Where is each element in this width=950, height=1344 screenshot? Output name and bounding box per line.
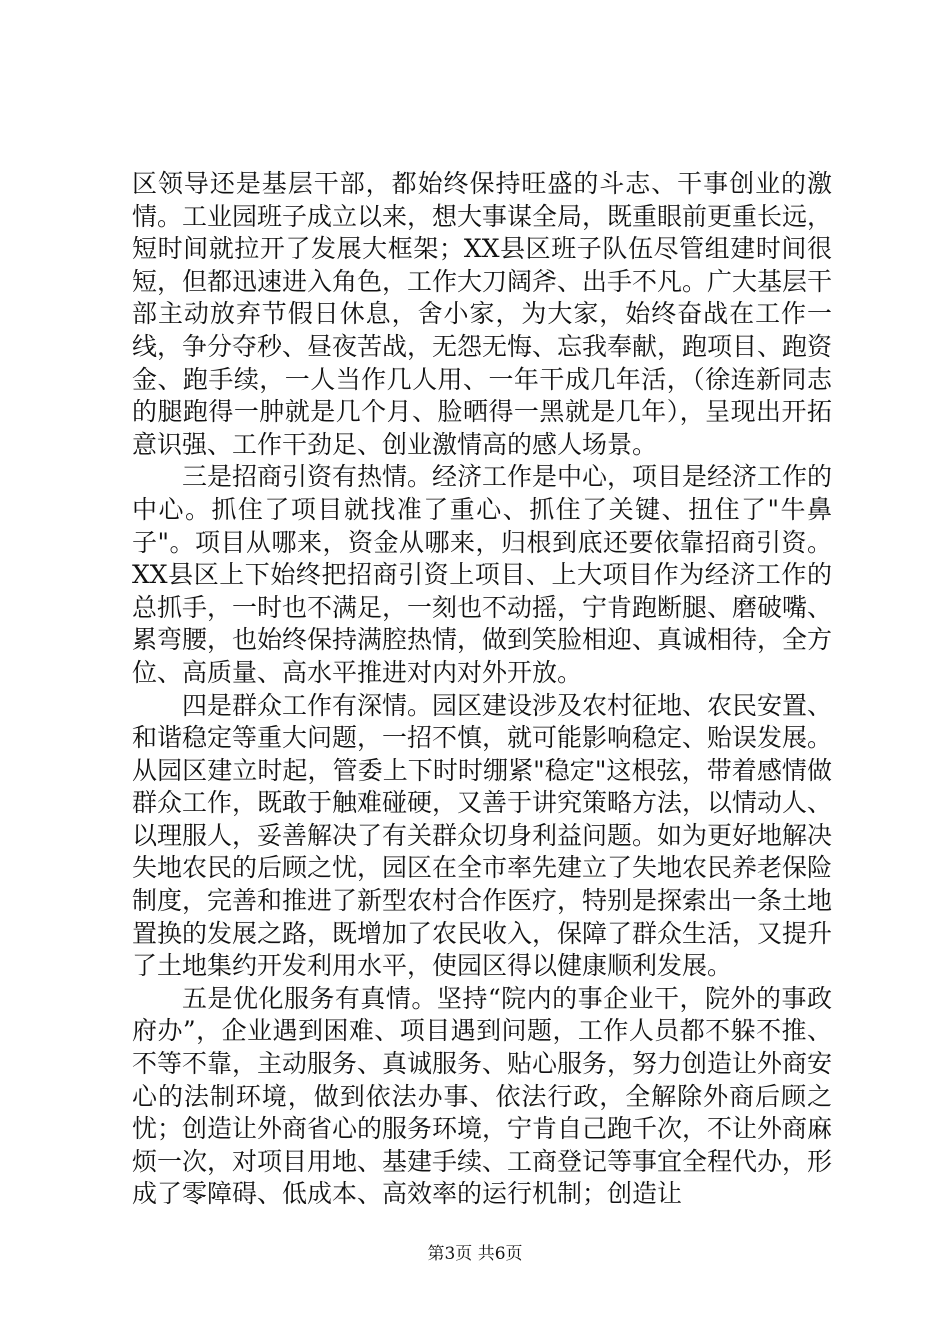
- paragraph-masses-work: 四是群众工作有深情。园区建设涉及农村征地、农民安置、和谐稳定等重大问题，一招不慎，就可能影响稳定、贻误发展。从园区建立时起，管委上下时时绷紧"稳定"这根弦，带着感情做群众工作，既敢于触难碰硬，又善于讲究策略方法，以情动人、以理服人，妥善解决了有关群众切身利益问题。如为更好地解决失地农民的后顾之忧，园区在全市率先建立了失地农民养老保险制度，完善和推进了新型农村合作医疗，特别是探索出一条土地置换的发展之路，既增加了农民收入，保障了群众生活，又提升了土地集约开发利用水平，使园区得以健康顺利发展。: [132, 690, 833, 981]
- paragraph-investment: 三是招商引资有热情。经济工作是中心，项目是经济工作的中心。抓住了项目就找准了重心、抓住了关键、扭住了"牛鼻子"。项目从哪来，资金从哪来，归根到底还要依靠招商引资。XX县区上下始终把招商引资上项目、上大项目作为经济工作的总抓手，一时也不满足，一刻也不动摇，宁肯跑断腿、磨破嘴、累弯腰，也始终保持满腔热情，做到笑脸相迎、真诚相待，全方位、高质量、高水平推进对内对外开放。: [132, 462, 833, 687]
- paragraph-service: 五是优化服务有真情。坚持“院内的事企业干，院外的事政府办”，企业遇到困难、项目遇到问题，工作人员都不躲不推、不等不靠，主动服务、真诚服务、贴心服务，努力创造让外商安心的法制环境，做到依法办事、依法行政，全解除外商后顾之忧；创造让外商省心的服务环境，宁肯自己跑千次，不让外商麻烦一次，对项目用地、基建手续、工商登记等事宜全程代办，形成了零障碍、低成本、高效率的运行机制；创造让: [132, 983, 833, 1209]
- page-footer: 第3页 共6页: [427, 1244, 523, 1264]
- document-body: [132, 168, 832, 1211]
- paragraph-continued: 区领导还是基层干部，都始终保持旺盛的斗志、干事创业的激情。工业园班子成立以来，想大事谋全局，既重眼前更重长远，短时间就拉开了发展大框架；XX县区班子队伍尽管组建时间很短，但都迅速进入角色，工作大刀阔斧、出手不凡。广大基层干部主动放弃节假日休息，舍小家，为大家，始终奋战在工作一线，争分夺秒、昼夜苦战，无怨无悔、忘我奉献，跑项目、跑资金、跑手续，一人当作几人用、一年干成几年活，（徐连新同志的腿跑得一肿就是几个月、脸晒得一黑就是几年），呈现出开拓意识强、工作干劲足、创业激情高的感人场景。: [132, 169, 833, 459]
